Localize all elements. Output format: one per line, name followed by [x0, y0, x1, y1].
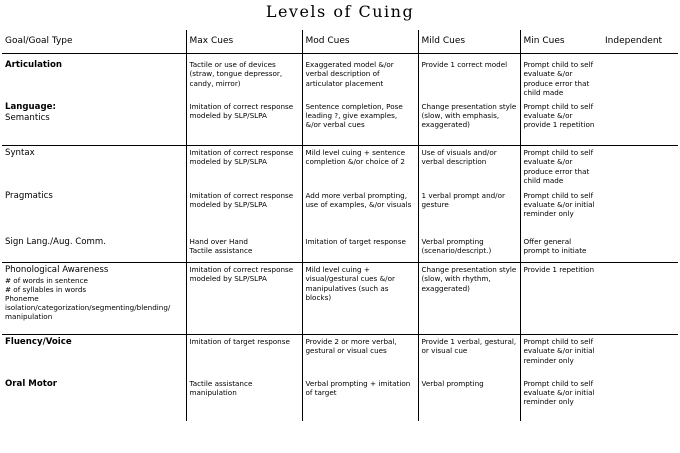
mod-cue-cell: Exaggerated model &/or verbal description of articulator placement [302, 54, 418, 100]
max-cue-line: Tactile assistance [189, 245, 253, 255]
goal-label: Phonological Awareness [5, 265, 109, 275]
mild-cue-cell: Verbal prompting (scenario/descript.) [418, 235, 520, 263]
goal-label: Syntax [5, 148, 35, 158]
goal-label: Fluency/Voice [5, 337, 72, 347]
page-title: Levels of Cuing [265, 2, 415, 21]
independent-cell [602, 263, 678, 335]
table-row [2, 263, 678, 335]
mod-cue-cell: Mild level cuing + sentence completion &/or choice of 2 [302, 146, 418, 189]
independent-cell [602, 146, 678, 189]
goal-label: Oral Motor [5, 378, 57, 389]
max-cue-cell: Imitation of correct response modeled by SLP/SLPA [186, 263, 302, 335]
goal-cell [2, 377, 186, 421]
goal-label: Pragmatics [5, 190, 53, 201]
max-cue-cell: Imitation of correct response modeled by SLP/SLPA [186, 189, 302, 235]
max-cue-line: Hand over Hand [189, 236, 248, 246]
goal-cell [2, 235, 186, 263]
mod-cue-cell: Add more verbal prompting, use of examples, &/or visuals [302, 189, 418, 235]
mild-cue-cell: Verbal prompting [418, 377, 520, 421]
goal-cell [2, 54, 186, 100]
table-row [2, 54, 678, 100]
goal-label: Articulation [5, 60, 62, 70]
min-cue-cell: Prompt child to self evaluate &/or initial reminder only [520, 377, 602, 421]
independent-cell [602, 235, 678, 263]
table-row [2, 146, 678, 189]
table-row [2, 377, 678, 421]
max-cue-cell: Imitation of correct response modeled by SLP/SLPA [186, 100, 302, 146]
header-goal: Goal/Goal Type [2, 30, 186, 54]
max-cue-cell: Imitation of correct response modeled by SLP/SLPA [186, 146, 302, 189]
goal-detail: # of syllables in words [5, 285, 87, 294]
independent-cell [602, 377, 678, 421]
goal-sublabel: Semantics [5, 112, 50, 123]
goal-detail: isolation/categorization/segmenting/blending/ [5, 303, 171, 312]
goal-cell [2, 146, 186, 189]
independent-cell [602, 189, 678, 235]
goal-cell [2, 100, 186, 146]
table-row [2, 189, 678, 235]
mild-cue-cell: Provide 1 verbal, gestural, or visual cue [418, 335, 520, 377]
header-mild-cues: Mild Cues [418, 30, 520, 54]
table-row [2, 335, 678, 377]
mod-cue-cell: Provide 2 or more verbal, gestural or visual cues [302, 335, 418, 377]
max-cue-cell: Tactile or use of devices (straw, tongue depressor, candy, mirror) [186, 54, 302, 100]
independent-cell [602, 54, 678, 100]
max-cue-cell: Imitation of target response [186, 335, 302, 377]
min-cue-cell: Prompt child to self evaluate &/or produce error that child made [520, 146, 602, 189]
mod-cue-cell: Sentence completion, Pose leading ?, give examples, &/or verbal cues [302, 100, 418, 146]
mod-cue-cell: Imitation of target response [302, 235, 418, 263]
independent-cell [602, 335, 678, 377]
min-cue-cell: Prompt child to self evaluate &/or provide 1 repetition [520, 100, 602, 146]
header-row [2, 30, 678, 54]
independent-cell [602, 100, 678, 146]
mild-cue-cell: Change presentation style (slow, with emphasis, exaggerated) [418, 100, 520, 146]
min-cue-cell: Provide 1 repetition [520, 263, 602, 335]
min-cue-cell: Prompt child to self evaluate &/or initial reminder only [520, 335, 602, 377]
table-row [2, 100, 678, 146]
goal-cell [2, 189, 186, 235]
mild-cue-cell: 1 verbal prompt and/or gesture [418, 189, 520, 235]
goal-detail: manipulation [5, 312, 53, 321]
min-cue-cell: Offer general prompt to initiate [520, 235, 602, 263]
goal-label: Sign Lang./Aug. Comm. [5, 236, 107, 247]
mild-cue-cell: Provide 1 correct model [418, 54, 520, 100]
header-independent: Independent [602, 30, 678, 54]
goal-detail: # of words in sentence [5, 276, 88, 285]
min-cue-cell: Prompt child to self evaluate &/or initial reminder only [520, 189, 602, 235]
header-mod-cues: Mod Cues [302, 30, 418, 54]
mod-cue-cell: Verbal prompting + imitation of target [302, 377, 418, 421]
goal-label: Language: [5, 101, 56, 112]
header-max-cues: Max Cues [186, 30, 302, 54]
goal-cell [2, 335, 186, 377]
goal-detail: Phoneme [5, 294, 39, 303]
mild-cue-cell: Use of visuals and/or verbal description [418, 146, 520, 189]
mild-cue-cell: Change presentation style (slow, with rhythm, exaggerated) [418, 263, 520, 335]
cuing-table [2, 30, 678, 421]
max-cue-cell [186, 235, 302, 263]
max-cue-cell: Tactile assistance manipulation [186, 377, 302, 421]
min-cue-cell: Prompt child to self evaluate &/or produce error that child made [520, 54, 602, 100]
mod-cue-cell: Mild level cuing + visual/gestural cues &/or manipulatives (such as blocks) [302, 263, 418, 335]
header-min-cues: Min Cues [520, 30, 602, 54]
table-row [2, 235, 678, 263]
goal-cell [2, 263, 186, 335]
